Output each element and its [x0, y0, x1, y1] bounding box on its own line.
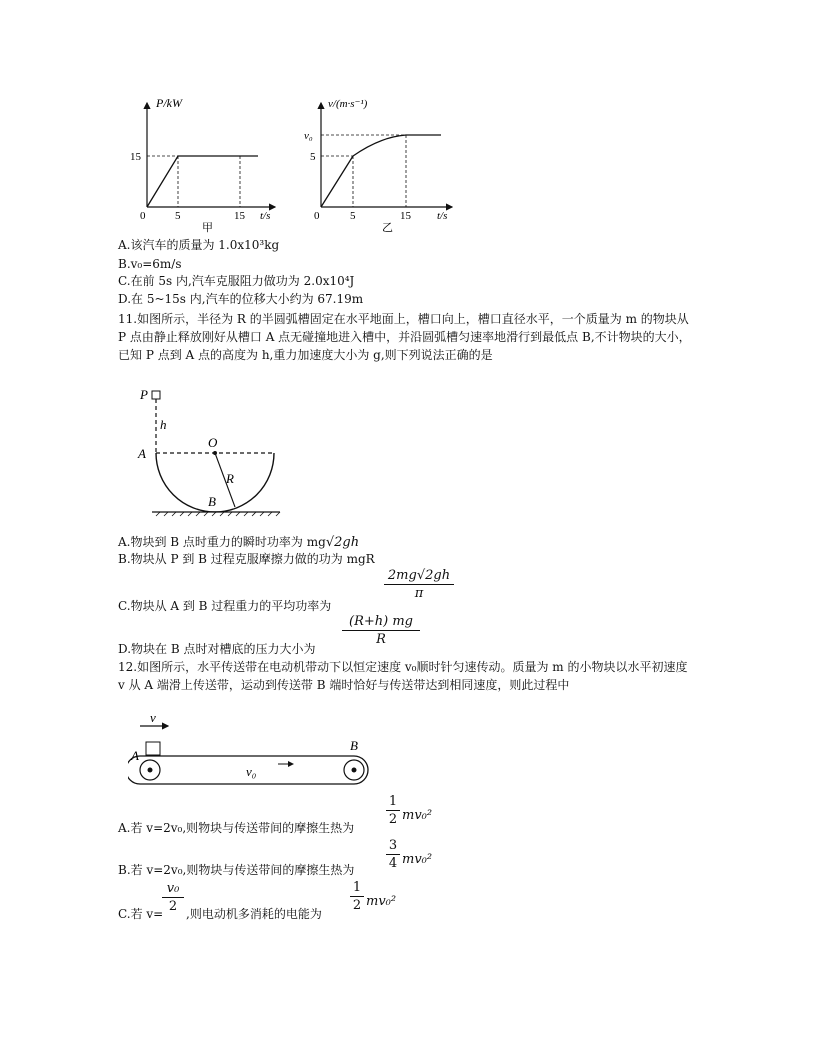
- graph-yi-y-tick-v0: v₀: [304, 130, 313, 142]
- q11-option-b: B.物块从 P 到 B 过程克服摩擦力做的功为 mgR: [118, 552, 375, 566]
- q11-figure: [130, 385, 290, 525]
- graph-yi-x-label: t/s: [437, 210, 448, 222]
- q12-option-a-fraction: 1 2: [386, 794, 400, 827]
- q10-option-d: D.在 5~15s 内,汽车的位移大小约为 67.19m: [118, 292, 364, 306]
- q12-option-c-mid: ,则电动机多消耗的电能为: [186, 907, 322, 921]
- graph-yi-x-tick-5: 5: [350, 210, 356, 222]
- q10-option-c: C.在前 5s 内,汽车克服阻力做功为 2.0x10⁴J: [118, 274, 355, 288]
- q12-option-c-pre: C.若 v=: [118, 907, 164, 921]
- q11-option-c: C.物块从 A 到 B 过程重力的平均功率为: [118, 599, 332, 613]
- q12-option-a-tail: mv₀²: [402, 808, 433, 823]
- q11-label-o: O: [208, 435, 218, 450]
- graph-jia: [130, 95, 280, 235]
- q11-label-b: B: [208, 494, 216, 509]
- graph-yi-curve: [321, 135, 441, 207]
- q11-label-p: P: [140, 387, 148, 402]
- graph-jia-curve: [147, 156, 258, 207]
- graph-jia-origin: 0: [140, 210, 146, 222]
- q12-option-c-tail: mv₀²: [366, 894, 397, 909]
- q10-option-b: B.v₀=6m/s: [118, 257, 182, 271]
- q12-option-a: A.若 v=2v₀,则物块与传送带间的摩擦生热为: [118, 821, 355, 835]
- q11-block-icon: [152, 391, 160, 399]
- q11-stem: 11.如图所示，半径为 R 的半圆弧槽固定在水平地面上，槽口向上，槽口直径水平，一个质量为 m 的物块从 P 点由静止释放刚好从槽口 A 点无碰撞地进入槽中，并沿圆弧槽匀速率地滑行到最低点 B,不计物块的大小，已知 P 点到 A 点的高度为 h,重力加速度大小为 g,则下列说法正确的是: [118, 312, 691, 362]
- q12-label-v0: v₀: [246, 764, 257, 779]
- q11-option-c-fraction: 2mg√2gh π: [384, 568, 454, 601]
- q11-option-a: A.物块到 B 点时重力的瞬时功率为 mg√2gh: [118, 535, 360, 550]
- q11-label-r: R: [226, 471, 234, 486]
- q12-label-a: A: [131, 748, 139, 763]
- graph-yi: [300, 95, 460, 235]
- q11-label-h: h: [160, 417, 167, 432]
- graph-yi-origin: 0: [314, 210, 320, 222]
- graph-jia-y-tick: 15: [130, 151, 141, 163]
- graph-jia-x-tick-15: 15: [234, 210, 245, 222]
- q12-stem: 12.如图所示，水平传送带在电动机带动下以恒定速度 v₀顺时针匀速传动。质量为 m 的小物块以水平初速度 v 从 A 端滑上传送带，运动到传送带 B 端时恰好与传送带达到相同速度，则此过程中: [118, 660, 688, 692]
- graph-jia-x-label: t/s: [260, 210, 271, 222]
- q12-option-b: B.若 v=2v₀,则物块与传送带间的摩擦生热为: [118, 863, 355, 877]
- graph-yi-y-label: v/(m·s⁻¹): [328, 98, 368, 110]
- q12-option-c-fraction-e: 1 2: [350, 880, 364, 913]
- q12-figure: [128, 712, 378, 792]
- q12-option-c-fraction-v: v₀ 2: [162, 881, 184, 914]
- q11-label-a: A: [138, 446, 146, 461]
- graph-yi-y-tick-5: 5: [310, 151, 316, 163]
- q11-option-d-fraction: (R+h) mg R: [342, 614, 420, 647]
- q12-option-b-tail: mv₀²: [402, 852, 433, 867]
- q10-option-a: A.该汽车的质量为 1.0x10³kg: [118, 238, 280, 252]
- q12-label-v: v: [150, 712, 156, 725]
- q11-option-d: D.物块在 B 点时对槽底的压力大小为: [118, 642, 316, 656]
- graph-jia-caption: 甲: [202, 222, 213, 234]
- q12-label-b: B: [350, 738, 358, 753]
- graph-yi-x-tick-15: 15: [400, 210, 411, 222]
- graph-jia-y-label: P/kW: [156, 96, 182, 110]
- q12-option-b-fraction: 3 4: [386, 838, 400, 871]
- graph-yi-caption: 乙: [382, 222, 393, 234]
- q11-option-a-formula: √2gh: [325, 535, 360, 550]
- graph-jia-x-tick-5: 5: [175, 210, 181, 222]
- q12-block-icon: [146, 742, 160, 755]
